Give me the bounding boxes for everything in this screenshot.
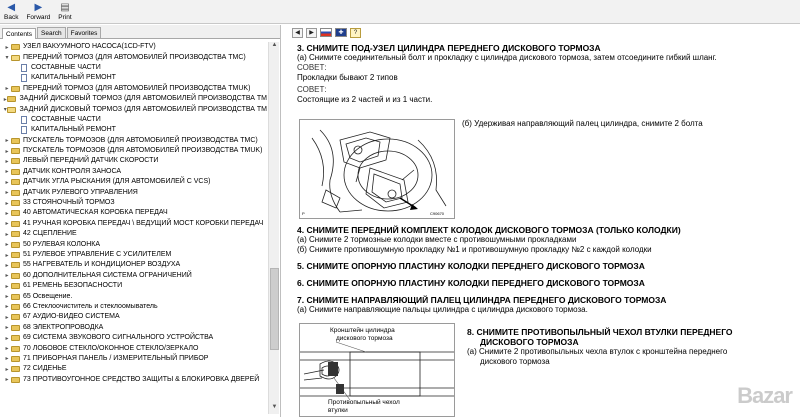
forward-arrow-icon: ▶ — [34, 2, 43, 13]
tree-item[interactable] — [3, 291, 267, 301]
folder-icon — [11, 335, 20, 341]
folder-icon — [11, 377, 20, 383]
expand-toggle-icon[interactable]: ▸ — [5, 148, 9, 155]
section-7-title: 7. СНИМИТЕ НАПРАВЛЯЮЩИЙ ПАЛЕЦ ЦИЛИНДРА ПЕРЕДНЕГО ДИСКОВОГО ТОРМОЗА — [297, 295, 667, 305]
tree-item[interactable] — [3, 42, 267, 52]
caliper-illustration — [300, 120, 454, 218]
tree-item[interactable] — [3, 375, 267, 385]
tree-item-label: 68 ЭЛЕКТРОПРОВОДКА — [23, 323, 104, 331]
tree-item-label: 41 РУЧНАЯ КОРОБКА ПЕРЕДАЧ \ ВЕДУЩИЙ МОСТ КОРОБКИ ПЕРЕДАЧ — [23, 219, 264, 227]
expand-toggle-icon[interactable]: ▸ — [5, 252, 9, 259]
tree-item-label: ДАТЧИК РУЛЕВОГО УПРАВЛЕНИЯ — [23, 188, 138, 196]
section-8-step-a-cont: дискового тормоза — [480, 357, 550, 366]
expand-toggle-icon[interactable]: ▸ — [5, 377, 9, 384]
content-nav-bar — [289, 25, 800, 40]
folder-icon — [11, 356, 20, 362]
help-book-icon[interactable]: ? — [350, 28, 361, 38]
back-arrow-icon: ◀ — [7, 2, 16, 13]
hint-label: СОВЕТ: — [297, 85, 327, 94]
expand-toggle-icon[interactable]: ▸ — [5, 221, 9, 228]
print-button[interactable]: ▤ Print — [58, 2, 72, 21]
svg-text:Кронштейн цилиндра: Кронштейн цилиндра — [330, 327, 395, 334]
tree-item[interactable] — [3, 146, 267, 156]
tree-item-label: ДАТЧИК УГЛА РЫСКАНИЯ (ДЛЯ АВТОМОБИЛЕЙ С VCS) — [23, 178, 211, 186]
folder-icon — [11, 221, 20, 227]
watermark-logo: Bazar — [737, 383, 792, 408]
expand-toggle-icon[interactable]: ▾ — [3, 107, 7, 114]
folder-icon — [11, 294, 20, 300]
section-8-step-a: (a) Снимите 2 противопыльных чехла втулок с кронштейна переднего — [467, 347, 728, 356]
brake-caliper-figure — [299, 119, 455, 219]
tree-item-label: 51 РУЛЕВОЕ УПРАВЛЕНИЕ С УСИЛИТЕЛЕМ — [23, 251, 172, 258]
expand-toggle-icon[interactable]: ▾ — [5, 55, 9, 62]
tree-item[interactable] — [3, 229, 267, 239]
navigation-pane — [0, 25, 281, 417]
folder-icon — [11, 86, 20, 92]
scrollbar-thumb[interactable] — [270, 268, 279, 350]
tree-item[interactable] — [3, 343, 267, 353]
section-3-step-a: (a) Снимите соединительный болт и прокладку с цилиндра дискового тормоза, затем отсоедините гибкий шланг. — [297, 53, 717, 62]
tab-favorites[interactable]: Favorites — [67, 27, 102, 38]
folder-icon — [11, 148, 20, 154]
folder-icon — [11, 304, 20, 310]
hint-label: СОВЕТ: — [297, 63, 327, 72]
tree-item-label: 70 ЛОБОВОЕ СТЕКЛО/ОКОННОЕ СТЕКЛО/ЗЕРКАЛО — [23, 344, 199, 352]
document-icon — [21, 116, 27, 124]
tree-item-label: 73 ПРОТИВОУГОННОЕ СРЕДСТВО ЗАЩИТЫ & БЛОКИРОВКА ДВЕРЕЙ — [23, 375, 260, 383]
tree-item[interactable] — [3, 63, 267, 73]
tree-item[interactable] — [3, 167, 267, 177]
tree-item[interactable] — [3, 198, 267, 208]
tree-item[interactable] — [3, 136, 267, 146]
document-icon — [21, 74, 27, 82]
folder-icon — [11, 325, 20, 331]
section-8-title: 8. СНИМИТЕ ПРОТИВОПЫЛЬНЫЙ ЧЕХОЛ ВТУЛКИ ПЕРЕДНЕГО — [467, 327, 733, 337]
expand-toggle-icon[interactable]: ▸ — [5, 210, 9, 217]
tree-item[interactable] — [3, 250, 267, 260]
expand-toggle-icon[interactable]: ▸ — [5, 325, 9, 332]
folder-icon — [11, 169, 20, 175]
tree-item-label: ПУСКАТЕЛЬ ТОРМОЗОВ (ДЛЯ АВТОМОБИЛЕЙ ПРОИЗВОДСТВА TMC) — [23, 136, 258, 144]
folder-icon — [11, 366, 20, 372]
expand-toggle-icon[interactable]: ▸ — [5, 190, 9, 197]
tree-item-label: ПУСКАТЕЛЬ ТОРМОЗОВ (ДЛЯ АВТОМОБИЛЕЙ ПРОИЗВОДСТВА TMUK) — [23, 147, 263, 155]
tree-item-label: ДАТЧИК КОНТРОЛЯ ЗАНОСА — [23, 167, 122, 175]
folder-icon — [11, 283, 20, 289]
folder-icon — [11, 44, 20, 50]
document-icon — [21, 126, 27, 134]
section-3-step-b: (б) Удерживая направляющий палец цилиндра, снимите 2 болта — [462, 119, 703, 128]
tree-item-label: 69 СИСТЕМА ЗВУКОВОГО СИГНАЛЬНОГО УСТРОЙСТВА — [23, 334, 214, 342]
folder-icon — [7, 96, 16, 102]
folder-icon — [11, 158, 20, 164]
tree-item[interactable] — [3, 52, 267, 62]
tab-search[interactable]: Search — [37, 27, 66, 38]
next-topic-button[interactable]: ▶ — [306, 28, 317, 38]
folder-icon — [11, 200, 20, 206]
tree-item-label: 67 АУДИО-ВИДЕО СИСТЕМА — [23, 313, 120, 321]
tree-item[interactable] — [3, 260, 267, 270]
tree-item[interactable] — [3, 104, 267, 114]
tree-item[interactable] — [3, 73, 267, 83]
expand-toggle-icon[interactable]: ▸ — [5, 242, 9, 249]
section-4-title: 4. СНИМИТЕ ПЕРЕДНИЙ КОМПЛЕКТ КОЛОДОК ДИСКОВОГО ТОРМОЗА (ТОЛЬКО КОЛОДКИ) — [297, 225, 681, 235]
tree-item-label: СОСТАВНЫЕ ЧАСТИ — [31, 63, 101, 71]
tree-item[interactable] — [3, 271, 267, 281]
folder-icon — [11, 242, 20, 248]
tree-item-label: ЗАДНИЙ ДИСКОВЫЙ ТОРМОЗ (ДЛЯ АВТОМОБИЛЕЙ ПРОИЗВОДСТВА TM — [19, 95, 267, 103]
svg-text:P: P — [302, 211, 305, 216]
section-8 — [467, 327, 792, 367]
tree-item-label: ПЕРЕДНИЙ ТОРМОЗ (ДЛЯ АВТОМОБИЛЕЙ ПРОИЗВОДСТВА TMC) — [23, 53, 246, 61]
folder-icon — [11, 314, 20, 320]
contents-tree — [3, 42, 267, 414]
tree-item-label: 72 СИДЕНЬЕ — [23, 365, 67, 373]
tree-item-label: 60 ДОПОЛНИТЕЛЬНАЯ СИСТЕМА ОГРАНИЧЕНИЙ — [23, 271, 192, 279]
tree-item-label: 42 СЦЕПЛЕНИЕ — [23, 230, 77, 238]
tree-item[interactable] — [3, 125, 267, 135]
toolbar — [0, 0, 800, 24]
section-4-step-a: (a) Снимите 2 тормозные колодки вместе с противошумными прокладками — [297, 235, 577, 244]
tree-item-label: ЗАДНИЙ ДИСКОВЫЙ ТОРМОЗ (ДЛЯ АВТОМОБИЛЕЙ ПРОИЗВОДСТВА TM — [19, 105, 267, 113]
folder-icon — [11, 210, 20, 216]
tree-item[interactable] — [3, 364, 267, 374]
folder-icon — [11, 231, 20, 237]
uk-flag-icon[interactable]: ✚ — [335, 28, 347, 37]
folder-icon — [11, 190, 20, 196]
expand-toggle-icon[interactable]: ▸ — [5, 138, 9, 145]
expand-toggle-icon[interactable]: ▸ — [5, 335, 9, 342]
tree-item[interactable] — [3, 239, 267, 249]
tree-item[interactable] — [3, 115, 267, 125]
figure-code: C90670 — [430, 211, 445, 216]
tree-item[interactable] — [3, 84, 267, 94]
tree-item-label: 61 РЕМЕНЬ БЕЗОПАСНОСТИ — [23, 282, 123, 290]
tree-item[interactable] — [3, 219, 267, 229]
tree-item-label: 66 Стеклоочиститель и стеклоомыватель — [23, 302, 158, 310]
tree-item-label: 55 НАГРЕВАТЕЛЬ И КОНДИЦИОНЕР ВОЗДУХА — [23, 261, 181, 269]
tree-item[interactable] — [3, 208, 267, 218]
tree-item-label: 71 ПРИБОРНАЯ ПАНЕЛЬ / ИЗМЕРИТЕЛЬНЫЙ ПРИБОР — [23, 354, 209, 362]
nav-tabs — [0, 25, 280, 39]
prev-topic-button[interactable]: ◀ — [292, 28, 303, 38]
tree-item-label: 40 АВТОМАТИЧЕСКАЯ КОРОБКА ПЕРЕДАЧ — [23, 209, 168, 217]
expand-toggle-icon[interactable]: ▸ — [5, 44, 9, 51]
folder-icon — [11, 262, 20, 268]
folder-icon — [11, 273, 20, 279]
back-button[interactable]: ◀ Back — [4, 2, 19, 21]
tree-item[interactable] — [3, 177, 267, 187]
folder-icon — [11, 179, 20, 185]
bushing-boot-illustration — [300, 324, 455, 417]
tree-item[interactable] — [3, 312, 267, 322]
scroll-up-arrow-icon[interactable]: ▲ — [271, 42, 278, 48]
hint-text: Состоящие из 2 частей и из 1 части. — [297, 95, 433, 104]
expand-toggle-icon[interactable]: ▸ — [5, 179, 9, 186]
tree-item-label: 33 СТОЯНОЧНЫЙ ТОРМОЗ — [23, 199, 115, 207]
hint-text: Прокладки бывают 2 типов — [297, 73, 398, 82]
expand-toggle-icon[interactable]: ▸ — [5, 304, 9, 311]
tree-item[interactable] — [3, 187, 267, 197]
section-8-title-cont: ДИСКОВОГО ТОРМОЗА — [480, 337, 579, 347]
scroll-down-arrow-icon[interactable]: ▼ — [271, 404, 278, 410]
section-5-title: 5. СНИМИТЕ ОПОРНУЮ ПЛАСТИНУ КОЛОДКИ ПЕРЕДНЕГО ДИСКОВОГО ТОРМОЗА — [297, 261, 645, 271]
section-3-title: 3. СНИМИТЕ ПОД-УЗЕЛ ЦИЛИНДРА ПЕРЕДНЕГО ДИСКОВОГО ТОРМОЗА — [297, 43, 601, 53]
sections-4-7 — [297, 225, 792, 315]
tree-scrollbar[interactable] — [268, 42, 279, 414]
expand-toggle-icon[interactable]: ▸ — [5, 314, 9, 321]
tab-contents[interactable]: Contents — [2, 28, 36, 39]
section-7-step-a: (a) Снимите направляющие пальцы цилиндра с цилиндра дискового тормоза. — [297, 305, 588, 314]
tree-item[interactable] — [3, 281, 267, 291]
expand-toggle-icon[interactable]: ▸ — [5, 231, 9, 238]
folder-icon — [11, 55, 20, 61]
expand-toggle-icon[interactable]: ▸ — [5, 200, 9, 207]
content-pane — [289, 25, 800, 417]
tree-item[interactable] — [3, 302, 267, 312]
folder-icon — [11, 252, 20, 258]
tree-item-label: СОСТАВНЫЕ ЧАСТИ — [31, 115, 101, 123]
expand-toggle-icon[interactable]: ▸ — [5, 86, 9, 93]
section-6-title: 6. СНИМИТЕ ОПОРНУЮ ПЛАСТИНУ КОЛОДКИ ПЕРЕДНЕГО ДИСКОВОГО ТОРМОЗА — [297, 278, 645, 288]
tree-item-label: 65 Освещение. — [23, 292, 73, 300]
tree-item[interactable] — [3, 354, 267, 364]
tree-item[interactable] — [3, 323, 267, 333]
svg-text:Противопыльный чехол: Противопыльный чехол — [328, 399, 400, 406]
tree-item[interactable] — [3, 94, 267, 104]
tree-item[interactable] — [3, 333, 267, 343]
tree-item-label: 50 РУЛЕВАЯ КОЛОНКА — [23, 240, 101, 248]
folder-icon — [7, 107, 16, 113]
tree-item-label: ЛЕВЫЙ ПЕРЕДНИЙ ДАТЧИК СКОРОСТИ — [23, 157, 159, 165]
expand-toggle-icon[interactable]: ▸ — [5, 283, 9, 290]
document-icon — [21, 64, 27, 72]
expand-toggle-icon[interactable]: ▸ — [5, 346, 9, 353]
expand-toggle-icon[interactable]: ▸ — [5, 262, 9, 269]
section-4-step-b: (б) Снимите противошумную прокладку №1 и противошумную прокладку №2 с каждой колодки — [297, 245, 652, 254]
folder-icon — [11, 346, 20, 352]
expand-toggle-icon[interactable]: ▸ — [5, 366, 9, 373]
expand-toggle-icon[interactable]: ▸ — [3, 96, 7, 103]
tree-item-label: ПЕРЕДНИЙ ТОРМОЗ (ДЛЯ АВТОМОБИЛЕЙ ПРОИЗВОДСТВА TMUK) — [23, 84, 251, 92]
svg-text:втулки: втулки — [328, 407, 348, 414]
tree-item-label: КАПИТАЛЬНЫЙ РЕМОНТ — [31, 126, 116, 134]
tree-item-label: УЗЕЛ ВАКУУМНОГО НАСОСА(1CD-FTV) — [23, 43, 156, 51]
expand-toggle-icon[interactable]: ▸ — [5, 158, 9, 165]
folder-icon — [11, 138, 20, 144]
printer-icon: ▤ — [60, 2, 70, 13]
tree-item-label: КАПИТАЛЬНЫЙ РЕМОНТ — [31, 74, 116, 82]
svg-text:дискового тормоза: дискового тормоза — [336, 335, 393, 342]
expand-toggle-icon[interactable]: ▸ — [5, 273, 9, 280]
expand-toggle-icon[interactable]: ▸ — [5, 169, 9, 176]
document-body — [297, 43, 792, 105]
expand-toggle-icon[interactable]: ▸ — [5, 294, 9, 301]
expand-toggle-icon[interactable]: ▸ — [5, 356, 9, 363]
russian-flag-icon[interactable] — [320, 28, 332, 37]
tree-item[interactable] — [3, 156, 267, 166]
forward-button[interactable]: ▶ Forward — [26, 2, 51, 21]
dust-boot-figure — [299, 323, 455, 417]
